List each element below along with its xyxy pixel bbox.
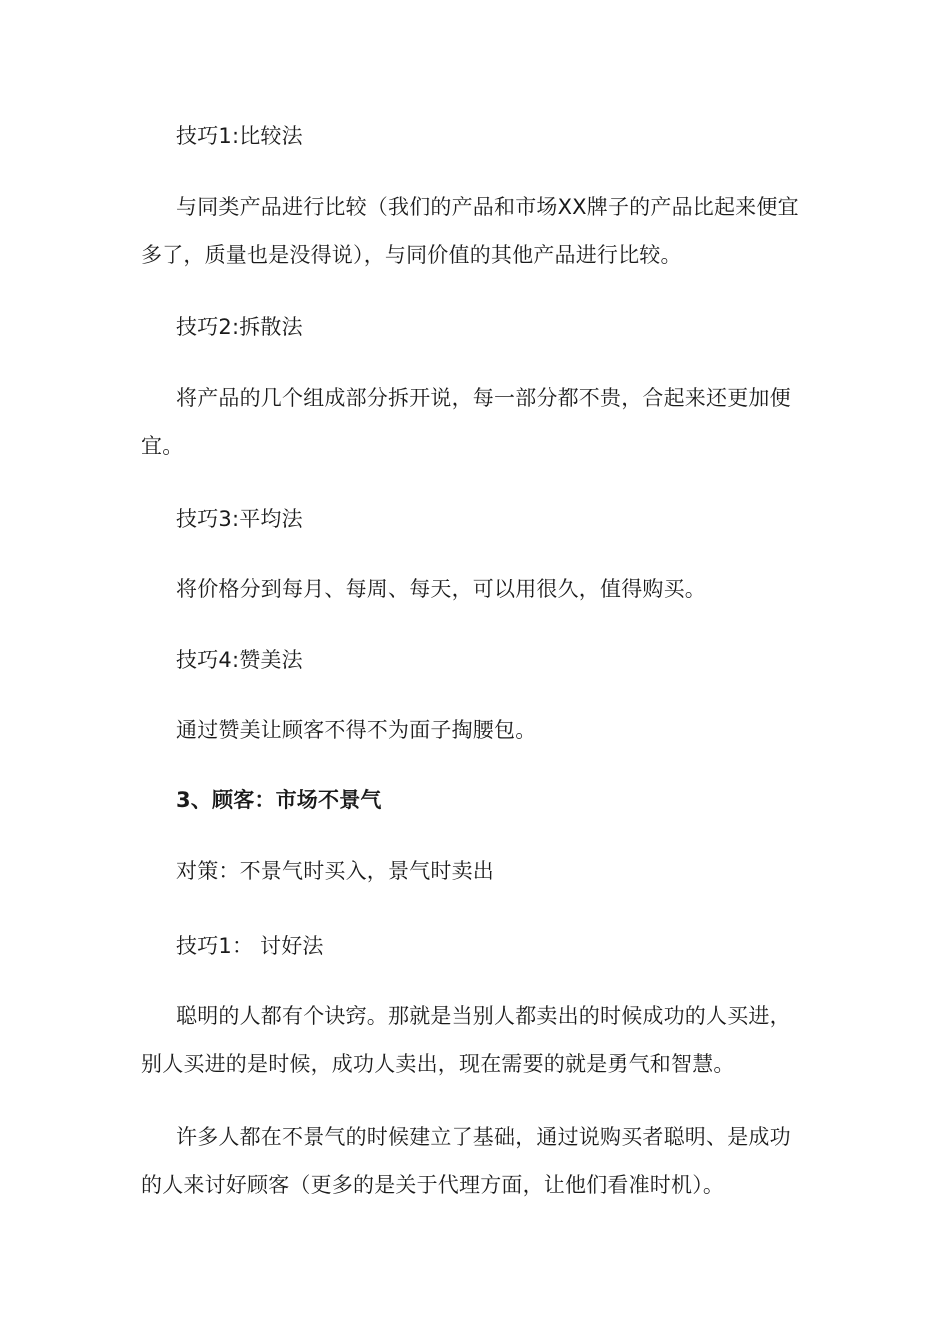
- section3-strategy: 对策：不景气时买入，景气时卖出: [176, 859, 494, 883]
- s3-tip1-body1: 聪明的人都有个诀窍。那就是当别人都卖出的时候成功的人买进，别人买进的是时候，成功人卖出，现在需要的就是勇气和智慧。: [141, 1004, 791, 1076]
- tip4-heading: 技巧4:赞美法: [176, 648, 303, 672]
- tip1-heading: 技巧1:比较法: [176, 124, 303, 148]
- tip4-body: 通过赞美让顾客不得不为面子掏腰包。: [176, 718, 537, 742]
- tip3-body: 将价格分到每月、每周、每天，可以用很久，值得购买。: [176, 577, 706, 601]
- tip1-body: 与同类产品进行比较（我们的产品和市场XX牌子的产品比起来便宜多了，质量也是没得说），与同价值的其他产品进行比较。: [141, 195, 799, 267]
- tip3-heading: 技巧3:平均法: [176, 507, 303, 531]
- s3-tip1-body2: 许多人都在不景气的时候建立了基础，通过说购买者聪明、是成功的人来讨好顾客（更多的是关于代理方面，让他们看准时机）。: [141, 1125, 791, 1197]
- s3-tip1-heading: 技巧1： 讨好法: [176, 934, 324, 958]
- tip2-body: 将产品的几个组成部分拆开说，每一部分都不贵，合起来还更加便宜。: [141, 386, 791, 458]
- tip2-heading: 技巧2:拆散法: [176, 315, 303, 339]
- section3-heading: 3、顾客：市场不景气: [176, 788, 382, 812]
